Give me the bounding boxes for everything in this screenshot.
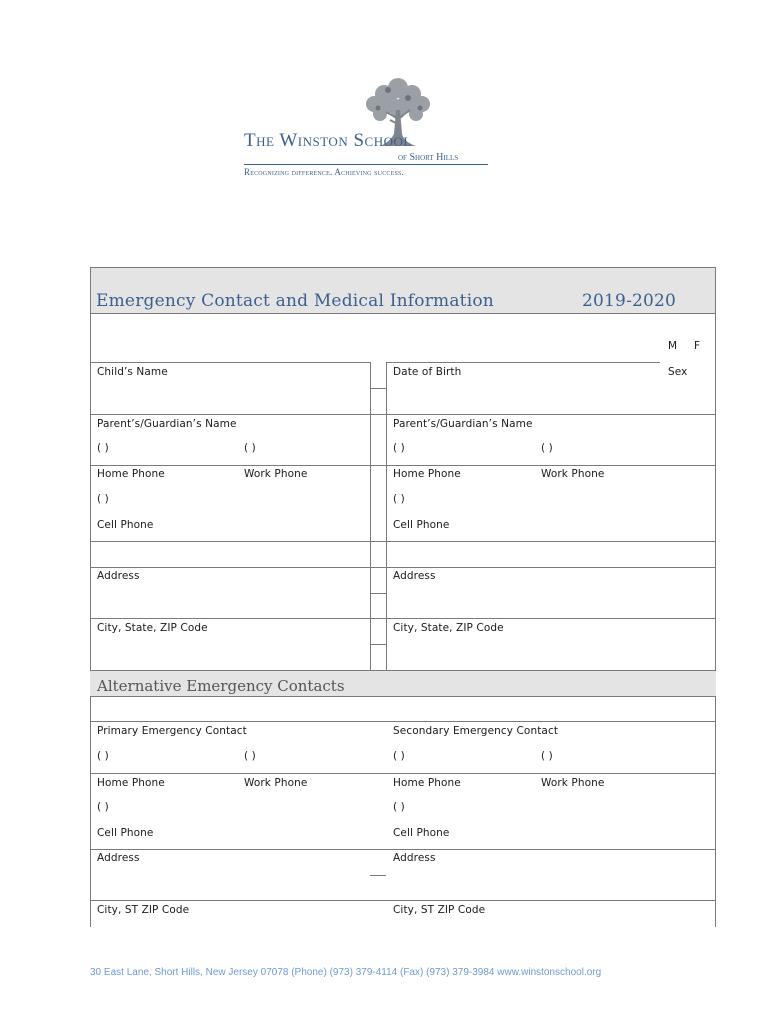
form-title: Emergency Contact and Medical Information — [96, 291, 494, 311]
center-divider-right — [386, 362, 387, 670]
area-code-field[interactable]: ( ) — [393, 442, 405, 454]
row-line — [90, 618, 716, 619]
area-code-field[interactable]: ( ) — [393, 801, 405, 813]
header-bottom-line — [90, 313, 716, 314]
address-label: Address — [97, 852, 140, 864]
secondary-contact-label: Secondary Emergency Contact — [393, 725, 559, 737]
work-phone-label: Work Phone — [244, 468, 308, 480]
logo-subtitle: of Short Hills — [398, 152, 459, 163]
area-code-field[interactable]: ( ) — [244, 442, 256, 454]
center-divider-left — [370, 362, 371, 670]
row-line — [90, 567, 716, 568]
area-code-field[interactable]: ( ) — [97, 442, 109, 454]
form-border-left — [90, 267, 91, 927]
form-year: 2019-2020 — [582, 291, 677, 311]
row-line — [90, 414, 716, 415]
home-phone-label: Home Phone — [393, 777, 461, 789]
area-code-field[interactable]: ( ) — [541, 442, 553, 454]
center-tick — [370, 644, 386, 645]
home-phone-label: Home Phone — [97, 777, 165, 789]
sex-option-m[interactable]: M — [668, 340, 678, 352]
row-line — [90, 696, 716, 697]
address-label: Address — [393, 852, 436, 864]
address-label: Address — [97, 570, 140, 582]
form-border-top — [90, 267, 716, 268]
center-tick — [370, 875, 386, 876]
row-line — [90, 465, 716, 466]
home-phone-label: Home Phone — [393, 468, 461, 480]
area-code-field[interactable]: ( ) — [97, 750, 109, 762]
area-code-field[interactable]: ( ) — [244, 750, 256, 762]
date-of-birth-label: Date of Birth — [393, 366, 462, 378]
city-state-zip-label: City, State, ZIP Code — [97, 622, 208, 634]
cell-phone-label: Cell Phone — [393, 519, 450, 531]
center-tick — [370, 388, 386, 389]
area-code-field[interactable]: ( ) — [541, 750, 553, 762]
city-st-zip-label: City, ST ZIP Code — [393, 904, 486, 916]
city-state-zip-label: City, State, ZIP Code — [393, 622, 504, 634]
center-tick — [370, 593, 386, 594]
parent-name-label-1: Parent’s/Guardian’s Name — [97, 418, 237, 430]
row-line — [90, 670, 716, 671]
city-st-zip-label: City, ST ZIP Code — [97, 904, 190, 916]
address-label: Address — [393, 570, 436, 582]
row-line — [90, 849, 716, 850]
form-border-right — [715, 267, 716, 927]
logo-tagline: Recognizing difference. Achieving success. — [244, 167, 404, 177]
area-code-field[interactable]: ( ) — [97, 493, 109, 505]
sex-label: Sex — [668, 366, 688, 378]
row-line — [386, 362, 660, 363]
work-phone-label: Work Phone — [541, 777, 605, 789]
logo-divider — [244, 164, 488, 165]
row-line — [90, 362, 370, 363]
work-phone-label: Work Phone — [244, 777, 308, 789]
primary-contact-label: Primary Emergency Contact — [97, 725, 247, 737]
footer-contact-info: 30 East Lane, Short Hills, New Jersey 07078 (Phone) (973) 379-4114 (Fax) (973) 379-3984 www.winstonschool.org — [90, 967, 602, 978]
area-code-field[interactable]: ( ) — [393, 750, 405, 762]
alt-contacts-title: Alternative Emergency Contacts — [97, 677, 345, 695]
row-line — [90, 541, 716, 542]
parent-name-label-2: Parent’s/Guardian’s Name — [393, 418, 533, 430]
cell-phone-label: Cell Phone — [393, 827, 450, 839]
cell-phone-label: Cell Phone — [97, 827, 154, 839]
row-line — [90, 900, 716, 901]
area-code-field[interactable]: ( ) — [97, 801, 109, 813]
row-line — [90, 721, 716, 722]
row-line — [90, 773, 716, 774]
area-code-field[interactable]: ( ) — [393, 493, 405, 505]
logo-title: The Winston School — [244, 130, 412, 151]
childs-name-label: Child’s Name — [97, 366, 168, 378]
work-phone-label: Work Phone — [541, 468, 605, 480]
sex-option-f[interactable]: F — [694, 340, 701, 352]
home-phone-label: Home Phone — [97, 468, 165, 480]
cell-phone-label: Cell Phone — [97, 519, 154, 531]
